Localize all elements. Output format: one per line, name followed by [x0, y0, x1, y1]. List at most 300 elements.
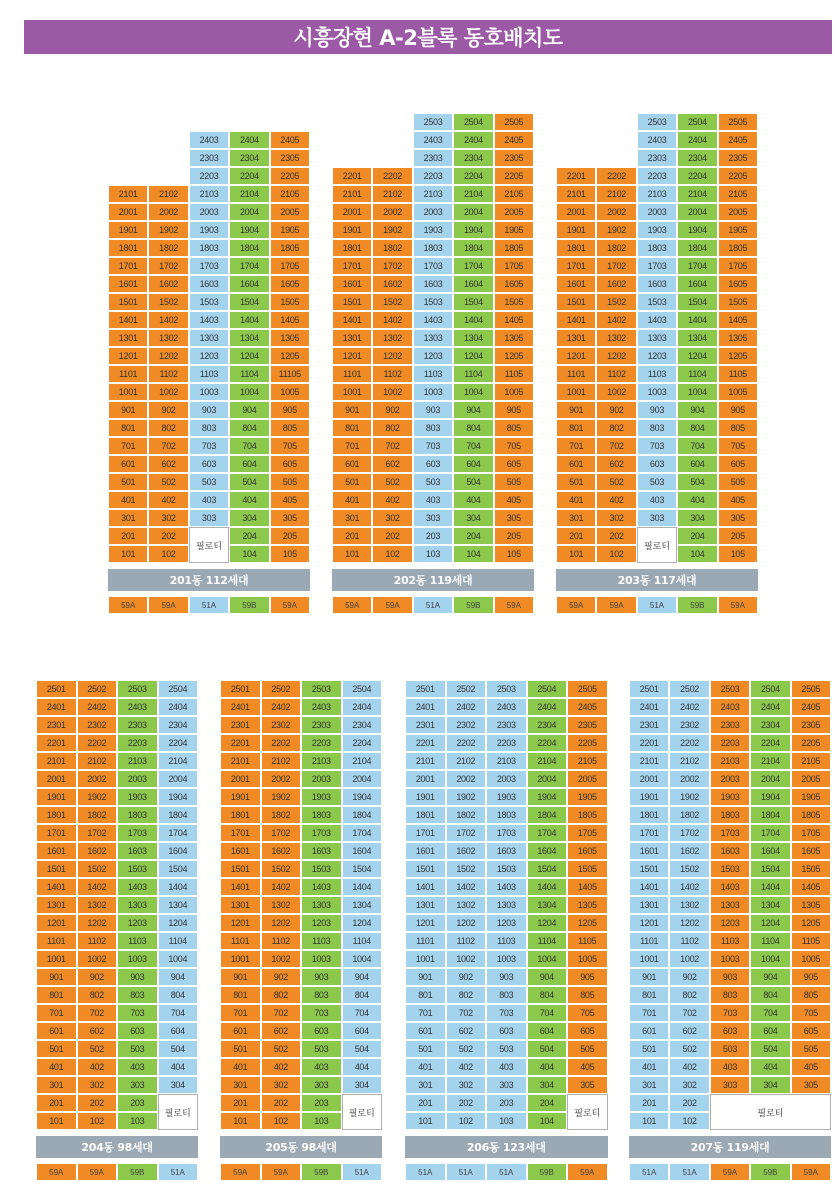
unit-cell: 1401 [332, 311, 372, 329]
unit-cell: 204 [453, 527, 493, 545]
unit-cell: 404 [229, 491, 269, 509]
unit-cell: 2001 [108, 203, 148, 221]
unit-cell: 2304 [677, 149, 717, 167]
unit-cell: 1502 [148, 293, 188, 311]
unit-cell: 601 [556, 455, 596, 473]
unit-cell: 1801 [36, 806, 77, 824]
unit-cell: 701 [220, 1004, 261, 1022]
unit-cell: 1202 [372, 347, 412, 365]
unit-cell: 1304 [158, 896, 199, 914]
unit-cell: 2302 [669, 716, 709, 734]
unit-cell: 803 [486, 986, 527, 1004]
unit-cell: 303 [117, 1076, 158, 1094]
unit-cell: 1403 [301, 878, 342, 896]
unit-cell: 1705 [718, 257, 758, 275]
unit-cell: 1305 [270, 329, 310, 347]
unit-cell: 1501 [629, 860, 669, 878]
unit-cell: 1604 [453, 275, 493, 293]
unit-type-cell: 59A [270, 596, 310, 614]
unit-cell: 1604 [229, 275, 269, 293]
unit-cell: 1703 [486, 824, 527, 842]
unit-cell: 1902 [669, 788, 709, 806]
unit-cell: 1804 [750, 806, 790, 824]
unit-cell: 801 [332, 419, 372, 437]
unit-cell: 1502 [446, 860, 487, 878]
unit-cell: 404 [453, 491, 493, 509]
unit-cell: 404 [342, 1058, 383, 1076]
unit-type-cell: 59B [677, 596, 717, 614]
unit-cell: 205 [270, 527, 310, 545]
unit-cell: 1001 [220, 950, 261, 968]
unit-cell: 1202 [261, 914, 302, 932]
unit-cell: 1403 [637, 311, 677, 329]
unit-cell: 103 [486, 1112, 527, 1130]
unit-cell: 2301 [220, 716, 261, 734]
unit-cell: 304 [527, 1076, 568, 1094]
unit-cell: 2504 [677, 113, 717, 131]
unit-cell: 1902 [77, 788, 118, 806]
unit-cell: 902 [372, 401, 412, 419]
unit-cell: 803 [189, 419, 229, 437]
unit-cell: 701 [332, 437, 372, 455]
unit-cell: 1603 [710, 842, 750, 860]
unit-cell: 1904 [453, 221, 493, 239]
unit-cell: 1101 [332, 365, 372, 383]
unit-cell: 1905 [270, 221, 310, 239]
unit-cell: 903 [486, 968, 527, 986]
unit-cell: 302 [596, 509, 636, 527]
unit-cell: 804 [453, 419, 493, 437]
unit-cell: 603 [710, 1022, 750, 1040]
unit-cell: 1303 [301, 896, 342, 914]
unit-cell: 102 [372, 545, 412, 563]
unit-cell: 1104 [229, 365, 269, 383]
unit-cell: 105 [718, 545, 758, 563]
unit-cell: 1204 [453, 347, 493, 365]
unit-cell: 1902 [261, 788, 302, 806]
unit-cell: 703 [486, 1004, 527, 1022]
unit-cell: 1901 [332, 221, 372, 239]
unit-cell: 1301 [108, 329, 148, 347]
unit-cell: 904 [229, 401, 269, 419]
unit-cell: 405 [270, 491, 310, 509]
unit-cell: 1802 [261, 806, 302, 824]
unit-cell: 2003 [710, 770, 750, 788]
unit-cell: 402 [261, 1058, 302, 1076]
unit-cell: 2004 [527, 770, 568, 788]
unit-cell: 1603 [189, 275, 229, 293]
unit-cell: 502 [596, 473, 636, 491]
unit-cell: 1304 [677, 329, 717, 347]
unit-cell: 603 [301, 1022, 342, 1040]
unit-cell: 1605 [494, 275, 534, 293]
unit-cell: 1905 [567, 788, 608, 806]
unit-cell: 601 [220, 1022, 261, 1040]
unit-cell: 1602 [148, 275, 188, 293]
unit-cell: 1002 [372, 383, 412, 401]
unit-cell: 2301 [629, 716, 669, 734]
unit-cell: 1302 [261, 896, 302, 914]
unit-cell: 2303 [189, 149, 229, 167]
unit-cell: 502 [446, 1040, 487, 1058]
unit-cell: 403 [486, 1058, 527, 1076]
unit-cell: 2401 [405, 698, 446, 716]
unit-cell: 301 [629, 1076, 669, 1094]
unit-cell: 1201 [220, 914, 261, 932]
unit-cell: 2405 [791, 698, 831, 716]
unit-cell: 1802 [148, 239, 188, 257]
unit-type-cell: 51A [342, 1163, 383, 1181]
unit-cell: 1903 [301, 788, 342, 806]
unit-cell: 502 [372, 473, 412, 491]
unit-cell: 1305 [791, 896, 831, 914]
building-label: 205동 98세대 [220, 1136, 382, 1158]
unit-cell: 1204 [229, 347, 269, 365]
unit-cell: 1702 [596, 257, 636, 275]
unit-cell: 1705 [494, 257, 534, 275]
unit-cell: 2204 [677, 167, 717, 185]
unit-cell: 804 [677, 419, 717, 437]
unit-cell: 1404 [453, 311, 493, 329]
unit-cell: 2504 [158, 680, 199, 698]
unit-cell: 2205 [270, 167, 310, 185]
unit-cell: 304 [342, 1076, 383, 1094]
unit-cell: 2202 [261, 734, 302, 752]
unit-cell: 602 [148, 455, 188, 473]
unit-cell: 1901 [220, 788, 261, 806]
unit-cell: 2203 [117, 734, 158, 752]
unit-cell: 601 [36, 1022, 77, 1040]
unit-cell: 202 [669, 1094, 709, 1112]
unit-cell: 2101 [108, 185, 148, 203]
unit-cell: 2103 [117, 752, 158, 770]
unit-cell: 1003 [710, 950, 750, 968]
unit-cell: 2002 [596, 203, 636, 221]
unit-cell: 504 [229, 473, 269, 491]
unit-cell: 2403 [189, 131, 229, 149]
unit-cell: 2204 [229, 167, 269, 185]
unit-type-cell: 59A [148, 596, 188, 614]
unit-cell: 1902 [148, 221, 188, 239]
unit-cell: 2002 [77, 770, 118, 788]
unit-cell: 1502 [596, 293, 636, 311]
unit-cell: 301 [108, 509, 148, 527]
unit-cell: 501 [405, 1040, 446, 1058]
unit-cell: 2004 [453, 203, 493, 221]
unit-type-cell: 51A [486, 1163, 527, 1181]
unit-cell: 504 [158, 1040, 199, 1058]
unit-cell: 1201 [405, 914, 446, 932]
unit-cell: 2502 [669, 680, 709, 698]
unit-cell: 1203 [710, 914, 750, 932]
unit-cell: 1502 [77, 860, 118, 878]
unit-cell: 2501 [405, 680, 446, 698]
unit-cell: 1502 [372, 293, 412, 311]
unit-cell: 1201 [629, 914, 669, 932]
unit-cell: 903 [117, 968, 158, 986]
unit-cell: 1503 [189, 293, 229, 311]
unit-cell: 1103 [486, 932, 527, 950]
building-label: 202동 119세대 [332, 569, 534, 591]
unit-cell: 1202 [77, 914, 118, 932]
unit-cell: 101 [332, 545, 372, 563]
unit-cell: 2002 [372, 203, 412, 221]
unit-cell: 102 [446, 1112, 487, 1130]
unit-cell: 1802 [446, 806, 487, 824]
unit-cell: 1803 [413, 239, 453, 257]
unit-cell: 1404 [229, 311, 269, 329]
unit-type-cell: 59A [220, 1163, 261, 1181]
unit-cell: 503 [413, 473, 453, 491]
unit-cell: 501 [108, 473, 148, 491]
unit-cell: 2401 [629, 698, 669, 716]
unit-cell: 302 [77, 1076, 118, 1094]
unit-cell: 1902 [596, 221, 636, 239]
unit-cell: 801 [108, 419, 148, 437]
unit-cell: 1503 [413, 293, 453, 311]
unit-cell: 2003 [637, 203, 677, 221]
unit-cell: 1703 [637, 257, 677, 275]
unit-cell: 1101 [36, 932, 77, 950]
unit-cell: 403 [301, 1058, 342, 1076]
unit-cell: 1205 [567, 914, 608, 932]
unit-type-cell: 59B [527, 1163, 568, 1181]
unit-cell: 201 [405, 1094, 446, 1112]
unit-cell: 1002 [596, 383, 636, 401]
unit-cell: 1805 [270, 239, 310, 257]
unit-cell: 905 [718, 401, 758, 419]
unit-cell: 802 [669, 986, 709, 1004]
unit-cell: 2002 [669, 770, 709, 788]
unit-cell: 204 [677, 527, 717, 545]
pilotis-area: 필로티 [637, 527, 677, 563]
unit-cell: 1602 [446, 842, 487, 860]
unit-cell: 1601 [629, 842, 669, 860]
unit-cell: 505 [494, 473, 534, 491]
unit-cell: 1801 [556, 239, 596, 257]
unit-cell: 2503 [301, 680, 342, 698]
unit-cell: 2104 [342, 752, 383, 770]
unit-cell: 1704 [453, 257, 493, 275]
unit-type-cell: 51A [446, 1163, 487, 1181]
unit-cell: 504 [453, 473, 493, 491]
unit-cell: 1505 [718, 293, 758, 311]
unit-cell: 2205 [718, 167, 758, 185]
unit-cell: 1703 [710, 824, 750, 842]
unit-cell: 704 [750, 1004, 790, 1022]
unit-cell: 1802 [669, 806, 709, 824]
unit-cell: 2304 [229, 149, 269, 167]
unit-cell: 1001 [108, 383, 148, 401]
unit-cell: 2305 [718, 149, 758, 167]
unit-cell: 903 [413, 401, 453, 419]
unit-cell: 2403 [486, 698, 527, 716]
unit-cell: 1601 [108, 275, 148, 293]
unit-cell: 2003 [117, 770, 158, 788]
unit-cell: 1604 [342, 842, 383, 860]
unit-cell: 503 [637, 473, 677, 491]
unit-cell: 2004 [229, 203, 269, 221]
unit-cell: 602 [261, 1022, 302, 1040]
unit-cell: 1304 [453, 329, 493, 347]
unit-cell: 2501 [220, 680, 261, 698]
unit-cell: 1805 [494, 239, 534, 257]
unit-cell: 1402 [261, 878, 302, 896]
unit-cell: 805 [270, 419, 310, 437]
unit-cell: 1003 [117, 950, 158, 968]
unit-cell: 804 [229, 419, 269, 437]
unit-cell: 1404 [158, 878, 199, 896]
unit-cell: 1803 [301, 806, 342, 824]
unit-cell: 1002 [446, 950, 487, 968]
unit-cell: 1502 [669, 860, 709, 878]
unit-cell: 1203 [301, 914, 342, 932]
unit-cell: 1302 [596, 329, 636, 347]
unit-cell: 1104 [158, 932, 199, 950]
unit-cell: 1001 [556, 383, 596, 401]
unit-cell: 2403 [117, 698, 158, 716]
unit-cell: 2103 [710, 752, 750, 770]
unit-cell: 1105 [494, 365, 534, 383]
unit-cell: 802 [596, 419, 636, 437]
unit-cell: 1101 [556, 365, 596, 383]
unit-cell: 1303 [413, 329, 453, 347]
unit-cell: 1805 [718, 239, 758, 257]
unit-cell: 1103 [117, 932, 158, 950]
unit-cell: 301 [36, 1076, 77, 1094]
unit-cell: 301 [220, 1076, 261, 1094]
unit-cell: 2003 [413, 203, 453, 221]
unit-cell: 2004 [158, 770, 199, 788]
unit-cell: 1004 [342, 950, 383, 968]
unit-cell: 401 [629, 1058, 669, 1076]
unit-cell: 2103 [486, 752, 527, 770]
unit-type-cell: 59B [750, 1163, 790, 1181]
unit-cell: 2405 [270, 131, 310, 149]
unit-cell: 702 [669, 1004, 709, 1022]
unit-cell: 1202 [446, 914, 487, 932]
unit-cell: 1504 [677, 293, 717, 311]
unit-cell: 1604 [677, 275, 717, 293]
unit-cell: 602 [446, 1022, 487, 1040]
unit-cell: 2504 [453, 113, 493, 131]
unit-cell: 1801 [405, 806, 446, 824]
unit-cell: 1601 [332, 275, 372, 293]
unit-cell: 1304 [229, 329, 269, 347]
unit-cell: 604 [229, 455, 269, 473]
unit-cell: 1605 [791, 842, 831, 860]
unit-cell: 1103 [637, 365, 677, 383]
unit-type-cell: 59A [596, 596, 636, 614]
unit-cell: 1704 [158, 824, 199, 842]
unit-cell: 202 [372, 527, 412, 545]
unit-cell: 1402 [148, 311, 188, 329]
unit-cell: 2104 [229, 185, 269, 203]
unit-cell: 701 [629, 1004, 669, 1022]
unit-cell: 2304 [453, 149, 493, 167]
unit-cell: 2001 [556, 203, 596, 221]
unit-cell: 1503 [117, 860, 158, 878]
unit-cell: 1905 [494, 221, 534, 239]
unit-cell: 604 [158, 1022, 199, 1040]
unit-cell: 1001 [405, 950, 446, 968]
unit-cell: 902 [77, 968, 118, 986]
unit-cell: 2201 [556, 167, 596, 185]
unit-cell: 102 [148, 545, 188, 563]
unit-cell: 1904 [677, 221, 717, 239]
unit-cell: 701 [556, 437, 596, 455]
unit-cell: 2301 [36, 716, 77, 734]
unit-cell: 202 [596, 527, 636, 545]
unit-cell: 401 [36, 1058, 77, 1076]
unit-cell: 803 [301, 986, 342, 1004]
unit-cell: 2304 [750, 716, 790, 734]
unit-cell: 1401 [629, 878, 669, 896]
unit-cell: 1804 [453, 239, 493, 257]
unit-cell: 505 [791, 1040, 831, 1058]
unit-cell: 1803 [710, 806, 750, 824]
unit-cell: 1701 [36, 824, 77, 842]
unit-cell: 2501 [629, 680, 669, 698]
unit-cell: 305 [494, 509, 534, 527]
unit-cell: 1601 [556, 275, 596, 293]
unit-cell: 902 [261, 968, 302, 986]
unit-cell: 502 [77, 1040, 118, 1058]
unit-cell: 1802 [77, 806, 118, 824]
unit-cell: 503 [189, 473, 229, 491]
unit-cell: 2004 [677, 203, 717, 221]
unit-cell: 401 [556, 491, 596, 509]
unit-cell: 2202 [669, 734, 709, 752]
unit-cell: 502 [669, 1040, 709, 1058]
unit-cell: 1204 [342, 914, 383, 932]
unit-cell: 1405 [718, 311, 758, 329]
unit-cell: 402 [669, 1058, 709, 1076]
unit-cell: 801 [629, 986, 669, 1004]
unit-cell: 1504 [453, 293, 493, 311]
unit-cell: 1102 [261, 932, 302, 950]
unit-cell: 1803 [117, 806, 158, 824]
unit-cell: 2402 [669, 698, 709, 716]
unit-cell: 103 [301, 1112, 342, 1130]
unit-cell: 2201 [36, 734, 77, 752]
unit-type-cell: 59A [261, 1163, 302, 1181]
unit-cell: 1403 [486, 878, 527, 896]
unit-cell: 703 [637, 437, 677, 455]
unit-cell: 401 [220, 1058, 261, 1076]
unit-cell: 2005 [494, 203, 534, 221]
unit-cell: 2303 [117, 716, 158, 734]
unit-cell: 1201 [332, 347, 372, 365]
unit-type-cell: 59B [453, 596, 493, 614]
unit-cell: 2403 [710, 698, 750, 716]
unit-cell: 1102 [669, 932, 709, 950]
unit-cell: 1705 [270, 257, 310, 275]
unit-cell: 2305 [567, 716, 608, 734]
unit-cell: 501 [220, 1040, 261, 1058]
unit-cell: 302 [669, 1076, 709, 1094]
unit-cell: 504 [342, 1040, 383, 1058]
unit-cell: 501 [556, 473, 596, 491]
unit-cell: 1205 [791, 914, 831, 932]
unit-cell: 2202 [77, 734, 118, 752]
unit-cell: 2405 [567, 698, 608, 716]
unit-cell: 2004 [342, 770, 383, 788]
unit-cell: 1603 [413, 275, 453, 293]
unit-cell: 501 [36, 1040, 77, 1058]
unit-cell: 1402 [446, 878, 487, 896]
unit-cell: 1804 [527, 806, 568, 824]
